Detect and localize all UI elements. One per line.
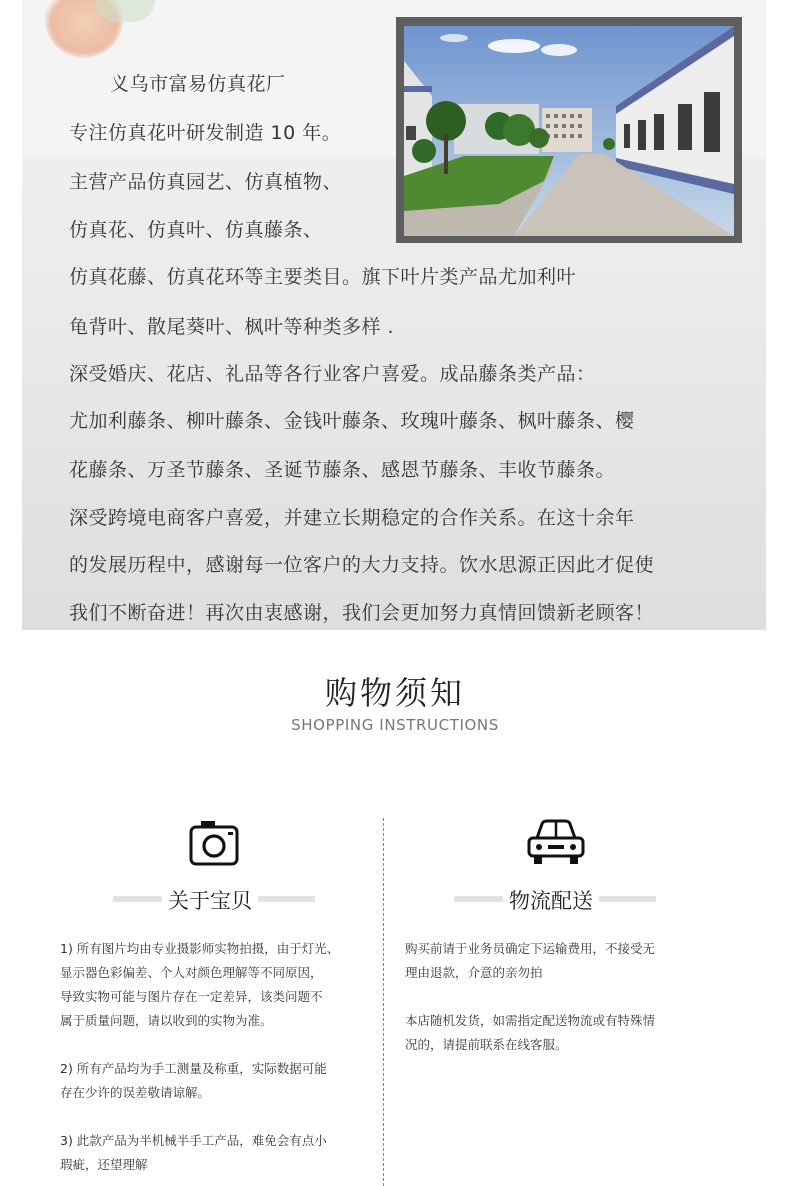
intro-line: 的发展历程中，感谢每一位客户的大力支持。饮水思源正因此才促使	[69, 554, 655, 576]
about-item-paragraph-1	[60, 937, 380, 1033]
shipping-paragraph-1	[405, 937, 725, 985]
intro-line: 专注仿真花叶研发制造 10 年。	[69, 122, 342, 144]
text-line: 购买前请于业务员确定下运输费用，不接受无	[405, 941, 656, 956]
text-line: 导致实物可能与图片存在一定差异，该类问题不	[60, 989, 323, 1004]
intro-line: 尤加利藤条、柳叶藤条、金钱叶藤条、玫瑰叶藤条、枫叶藤条、樱	[69, 410, 635, 432]
section-title: 购物须知	[324, 674, 465, 712]
column-divider	[383, 818, 384, 1186]
section-subtitle: SHOPPING INSTRUCTIONS	[291, 716, 499, 734]
text-line: 2) 所有产品均为手工测量及称重，实际数据可能	[60, 1061, 327, 1076]
text-line: 况的，请提前联系在线客服。	[405, 1037, 568, 1052]
about-item-title: 关于宝贝	[162, 885, 258, 915]
text-line: 存在少许的误差敬请谅解。	[60, 1085, 211, 1100]
text-line: 1) 所有图片均由专业摄影师实物拍摄，由于灯光、	[60, 941, 340, 956]
car-icon	[525, 816, 587, 872]
shipping-paragraph-2	[405, 1009, 725, 1057]
camera-icon	[188, 818, 240, 872]
text-line: 理由退款，介意的亲勿拍	[405, 965, 543, 980]
about-item-paragraph-3	[60, 1129, 380, 1177]
intro-line: 义乌市富易仿真花厂	[110, 73, 286, 95]
intro-line: 我们不断奋进！再次由衷感谢，我们会更加努力真情回馈新老顾客！	[69, 602, 655, 624]
about-item-paragraph-2	[60, 1057, 380, 1105]
factory-photo-image	[404, 26, 734, 236]
intro-line: 仿真花藤、仿真花环等主要类目。旗下叶片类产品尤加利叶	[69, 266, 577, 288]
shipping-title: 物流配送	[503, 885, 599, 915]
intro-line: 主营产品仿真园艺、仿真植物、	[69, 171, 343, 193]
text-line: 瑕疵，还望理解	[60, 1157, 148, 1172]
text-line: 属于质量问题，请以收到的实物为准。	[60, 1013, 273, 1028]
text-line: 本店随机发货，如需指定配送物流或有特殊情	[405, 1013, 656, 1028]
intro-line: 深受婚庆、花店、礼品等各行业客户喜爱。成品藤条类产品：	[69, 363, 596, 385]
intro-line: 花藤条、万圣节藤条、圣诞节藤条、感恩节藤条、丰收节藤条。	[69, 459, 616, 481]
intro-line: 龟背叶、散尾葵叶、枫叶等种类多样 .	[69, 316, 395, 338]
text-line: 显示器色彩偏差、个人对颜色理解等不同原因，	[60, 965, 323, 980]
factory-photo	[404, 26, 734, 236]
intro-line: 深受跨境电商客户喜爱，并建立长期稳定的合作关系。在这十余年	[69, 507, 635, 529]
intro-line: 仿真花、仿真叶、仿真藤条、	[69, 219, 323, 241]
text-line: 3) 此款产品为半机械半手工产品，难免会有点小	[60, 1133, 327, 1148]
